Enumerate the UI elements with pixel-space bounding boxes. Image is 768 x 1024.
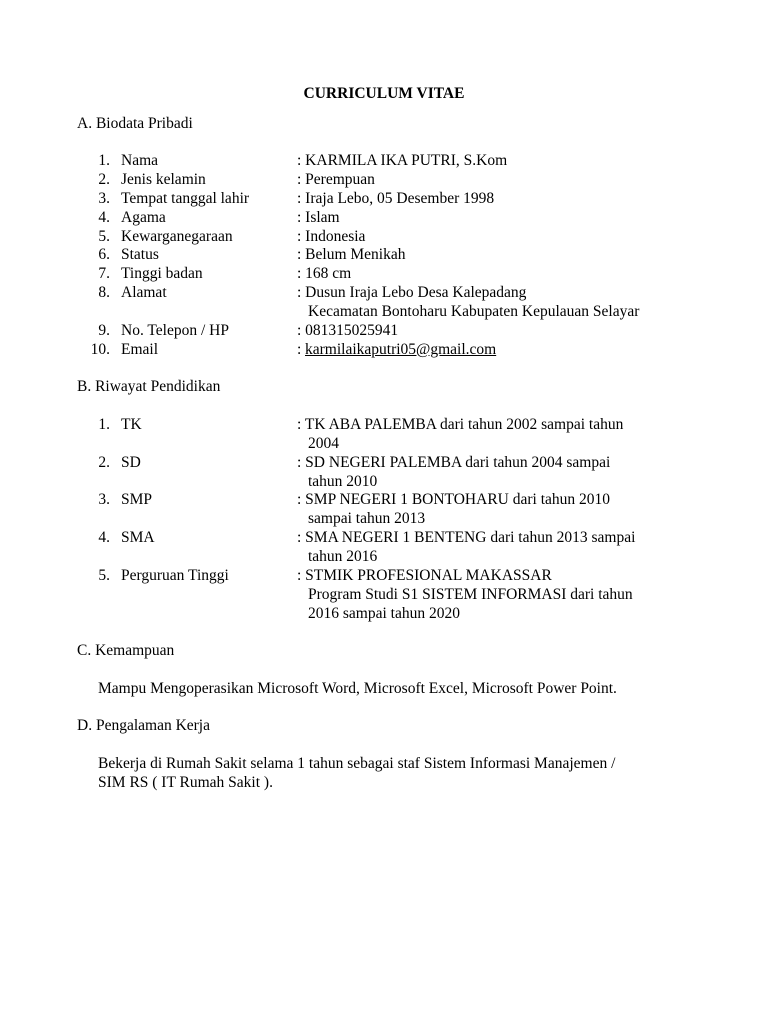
education-detail-sma: : SMA NEGERI 1 BENTENG dari tahun 2013 sampai (297, 529, 636, 546)
field-value-tinggi-badan: : 168 cm (297, 265, 352, 282)
experience-text-line1: Bekerja di Rumah Sakit selama 1 tahun sebagai staf Sistem Informasi Manajemen / (98, 755, 616, 772)
education-detail-tk: : TK ABA PALEMBA dari tahun 2002 sampai tahun (297, 416, 624, 433)
list-item-number: 4. (98, 529, 110, 546)
email-link[interactable]: karmilaikaputri05@gmail.com (305, 341, 497, 358)
education-level-perguruan-tinggi: Perguruan Tinggi (121, 567, 229, 584)
field-label-alamat: Alamat (121, 284, 167, 301)
education-detail-sma-line2: tahun 2016 (308, 548, 378, 565)
list-item-number: 10. (90, 341, 110, 358)
list-item-number: 4. (98, 209, 110, 226)
field-label-ttl: Tempat tanggal lahir (121, 190, 250, 207)
education-detail-smp: : SMP NEGERI 1 BONTOHARU dari tahun 2010 (297, 491, 611, 508)
field-label-status: Status (121, 246, 159, 263)
education-detail-sd: : SD NEGERI PALEMBA dari tahun 2004 sampai (297, 454, 611, 471)
field-value-alamat: : Dusun Iraja Lebo Desa Kalepadang (297, 284, 527, 301)
list-item-number: 5. (98, 228, 110, 245)
education-detail-smp-line2: sampai tahun 2013 (308, 510, 426, 527)
list-item-number: 6. (98, 246, 110, 263)
experience-text-line2: SIM RS ( IT Rumah Sakit ). (98, 774, 273, 791)
education-detail-pt-line3: 2016 sampai tahun 2020 (308, 605, 460, 622)
education-level-tk: TK (121, 416, 142, 433)
education-level-sma: SMA (121, 529, 155, 546)
list-item-number: 7. (98, 265, 110, 282)
field-value-jenis-kelamin: : Perempuan (297, 171, 375, 188)
field-label-email: Email (121, 341, 159, 358)
field-value-kewarganegaraan: : Indonesia (297, 228, 366, 245)
field-value-email-colon: : (297, 341, 302, 358)
field-label-tinggi-badan: Tinggi badan (121, 265, 203, 282)
field-label-telepon: No. Telepon / HP (121, 322, 229, 339)
list-item-number: 5. (98, 567, 110, 584)
list-item-number: 1. (98, 416, 110, 433)
education-detail-pt: : STMIK PROFESIONAL MAKASSAR (297, 567, 552, 584)
list-item-number: 2. (98, 171, 110, 188)
field-label-agama: Agama (121, 209, 166, 226)
field-value-status: : Belum Menikah (297, 246, 406, 263)
list-item-number: 1. (98, 152, 110, 169)
field-label-jenis-kelamin: Jenis kelamin (121, 171, 206, 188)
list-item-number: 8. (98, 284, 110, 301)
education-detail-tk-line2: 2004 (308, 435, 339, 452)
list-item-number: 3. (98, 491, 110, 508)
skills-text: Mampu Mengoperasikan Microsoft Word, Microsoft Excel, Microsoft Power Point. (98, 680, 617, 697)
list-item-number: 3. (98, 190, 110, 207)
field-label-kewarganegaraan: Kewarganegaraan (121, 228, 233, 245)
field-value-agama: : Islam (297, 209, 340, 226)
education-level-sd: SD (121, 454, 141, 471)
section-a-heading: A. Biodata Pribadi (77, 115, 193, 132)
document-title: CURRICULUM VITAE (303, 85, 465, 102)
field-value-nama: : KARMILA IKA PUTRI, S.Kom (297, 152, 508, 169)
section-c-heading: C. Kemampuan (77, 642, 175, 659)
education-detail-pt-line2: Program Studi S1 SISTEM INFORMASI dari tahun (308, 586, 633, 603)
field-label-nama: Nama (121, 152, 159, 169)
field-value-alamat-line2: Kecamatan Bontoharu Kabupaten Kepulauan Selayar (308, 303, 640, 320)
field-value-telepon: : 081315025941 (297, 322, 399, 339)
section-b-heading: B. Riwayat Pendidikan (77, 378, 221, 395)
list-item-number: 9. (98, 322, 110, 339)
list-item-number: 2. (98, 454, 110, 471)
section-d-heading: D. Pengalaman Kerja (77, 717, 210, 734)
education-level-smp: SMP (121, 491, 153, 508)
field-value-ttl: : Iraja Lebo, 05 Desember 1998 (297, 190, 495, 207)
education-detail-sd-line2: tahun 2010 (308, 473, 378, 490)
